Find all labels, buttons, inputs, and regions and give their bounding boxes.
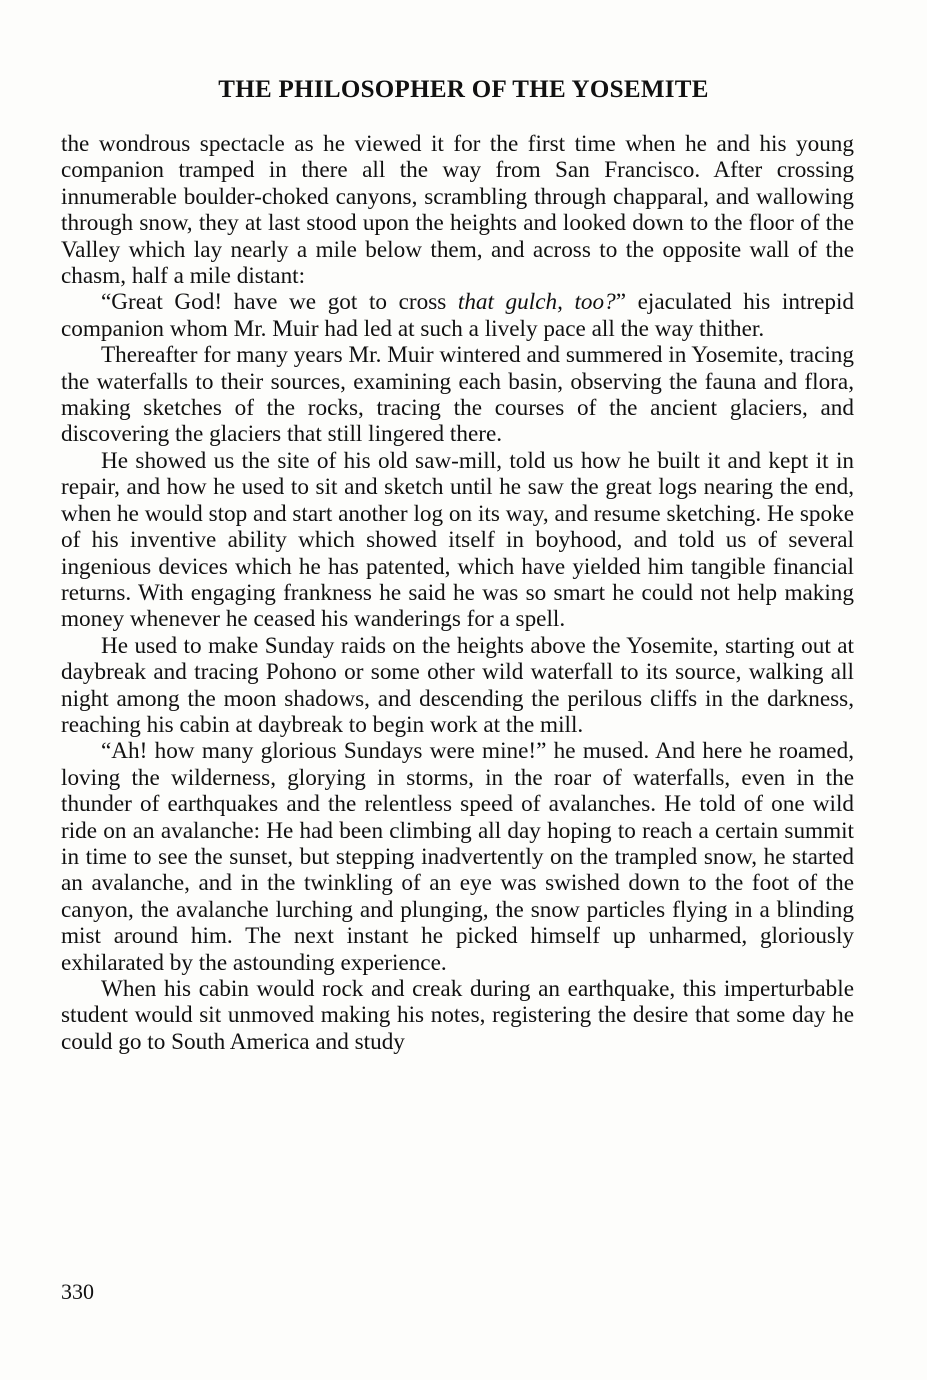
paragraph-avalanche: “Ah! how many glorious Sundays were mine!” he mused. And here he roamed, loving the wilderness, glorying in storms, in the roar of waterfalls, even in the thunder of earthquakes and the relentless speed of avalanches. He told of one wild ride on an avalanche: He had been climbing all day hoping to reach a certain summit in time to see the sunset, but stepping inadvertently on the trampled snow, he started an avalanche, and in the twinkling of an eye was swished down to the foot of the canyon, the avalanche lurching and plunging, the snow particles flying in a blinding mist around him. The next instant he picked himself up unharmed, gloriously exhilarated by the astounding experience. [61, 738, 854, 976]
running-head: THE PHILOSOPHER OF THE YOSEMITE [218, 76, 709, 103]
paragraph-exclamation [61, 289, 854, 342]
paragraph-sunday-raids: He used to make Sunday raids on the heights above the Yosemite, starting out at daybreak and tracing Pohono or some other wild waterfall to its source, walking all night among the moon shadows, and descending the perilous cliffs in the darkness, reaching his cabin at daybreak to begin work at the mill. [61, 632, 854, 738]
page-number: 330 [61, 1279, 94, 1304]
paragraph-earthquake: When his cabin would rock and creak during an earthquake, this imperturbable student would sit unmoved making his notes, registering the desire that some day he could go to South America and study [61, 976, 854, 1055]
paragraph-saw-mill: He showed us the site of his old saw-mill, told us how he built it and kept it in repair, and how he used to sit and sketch until he saw the great logs nearing the end, when he would stop and start another log on its way, and resume sketching. He spoke of his inventive ability which showed itself in boyhood, and told us of several ingenious devices which he has patented, which have yielded him tangible financial returns. With engaging frankness he said he was so smart he could not help making money whenever he ceased his wanderings for a spell. [61, 447, 854, 633]
quote-closing-text: ” ejaculated his intrepid companion whom Mr. Muir had led at such a lively pace all the way thither. [61, 289, 855, 342]
body-text [61, 131, 854, 1055]
paragraph-continuation: the wondrous spectacle as he viewed it for the first time when he and his young companion tramped in there all the way from San Francisco. After crossing innumerable boulder-choked canyons, scrambling through chapparal, and wallowing through snow, they at last stood upon the heights and looked down to the floor of the Valley which lay nearly a mile below them, and across to the opposite wall of the chasm, half a mile distant: [61, 131, 854, 290]
italic-quote-text: that gulch, too? [457, 289, 616, 316]
paragraph-wintered: Thereafter for many years Mr. Muir wintered and summered in Yosemite, tracing the waterfalls to their sources, examining each basin, observing the fauna and flora, making sketches of the rocks, tracing the courses of the ancient glaciers, and discovering the glaciers that still lingered there. [61, 342, 854, 448]
quote-opening-text: “Great God! have we got to cross [101, 289, 458, 316]
